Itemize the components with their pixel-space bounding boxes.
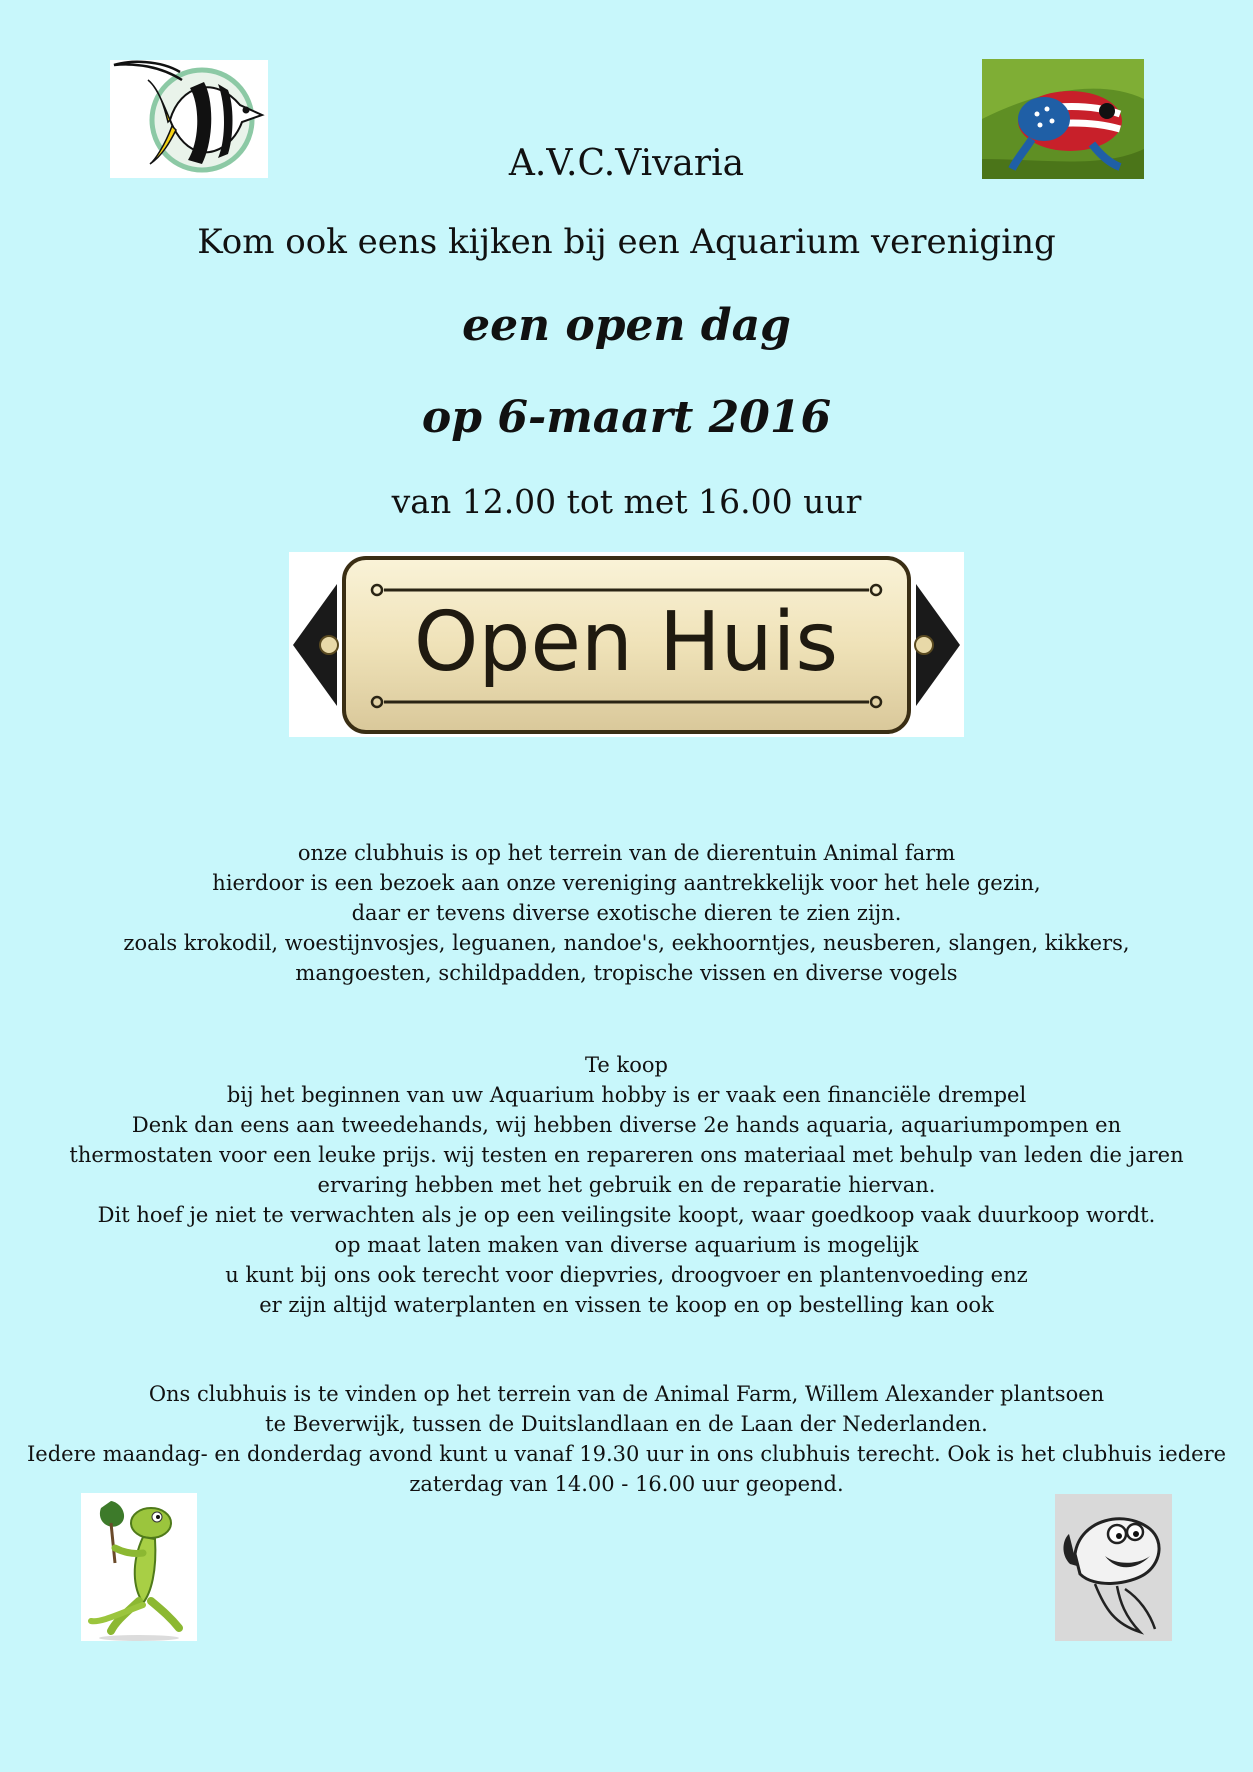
text-line: zaterdag van 14.00 - 16.00 uur geopend. bbox=[409, 1472, 844, 1496]
sale-paragraph bbox=[0, 1050, 1253, 1320]
text-line: onze clubhuis is op het terrein van de dierentuin Animal farm bbox=[297, 841, 956, 865]
text-line: ervaring hebben met het gebruik en de reparatie hiervan. bbox=[317, 1173, 936, 1197]
text-line: Denk dan eens aan tweedehands, wij hebben diverse 2e hands aquaria, aquariumpompen en bbox=[131, 1113, 1122, 1137]
text-line: Iedere maandag- en donderdag avond kunt u vanaf 19.30 uur in ons clubhuis terecht. Ook is het clubhuis iedere bbox=[26, 1442, 1227, 1466]
sign-text: Open Huis bbox=[413, 595, 839, 690]
open-huis-sign bbox=[289, 552, 964, 737]
text-line: Dit hoef je niet te verwachten als je op een veilingsite koopt, waar goedkoop vaak duurkoop wordt. bbox=[97, 1203, 1156, 1227]
text-line: te Beverwijk, tussen de Duitslandlaan en de Laan der Nederlanden. bbox=[265, 1412, 988, 1436]
club-name: A.V.C.Vivaria bbox=[508, 143, 745, 184]
location-paragraph bbox=[0, 1379, 1253, 1499]
gecko-icon bbox=[81, 1493, 197, 1641]
invite-line: Kom ook eens kijken bij een Aquarium vereniging bbox=[197, 222, 1056, 262]
text-line: zoals krokodil, woestijnvosjes, leguanen, nandoe's, eekhoorntjes, neusberen, slangen, kikkers, bbox=[123, 931, 1130, 955]
text-line: daar er tevens diverse exotische dieren te zien zijn. bbox=[351, 901, 902, 925]
text-line: hierdoor is een bezoek aan onze vereniging aantrekkelijk voor het hele gezin, bbox=[212, 871, 1041, 895]
event-title: een open dag bbox=[462, 300, 791, 351]
text-line: bij het beginnen van uw Aquarium hobby is er vaak een financiële drempel bbox=[226, 1083, 1027, 1107]
sale-heading: Te koop bbox=[585, 1053, 668, 1077]
text-line: er zijn altijd waterplanten en vissen te koop en op bestelling kan ook bbox=[259, 1293, 994, 1317]
text-line: u kunt bij ons ook terecht voor diepvries, droogvoer en plantenvoeding enz bbox=[225, 1263, 1028, 1287]
event-time: van 12.00 tot met 16.00 uur bbox=[391, 482, 862, 521]
event-date: op 6-maart 2016 bbox=[421, 392, 832, 443]
text-line: op maat laten maken van diverse aquarium is mogelijk bbox=[334, 1233, 919, 1257]
text-line: mangoesten, schildpadden, tropische vissen en diverse vogels bbox=[295, 961, 958, 985]
clubhouse-paragraph bbox=[0, 838, 1253, 988]
text-line: thermostaten voor een leuke prijs. wij testen en repareren ons materiaal met behulp van leden die jaren bbox=[69, 1143, 1184, 1167]
cartoon-fish-icon bbox=[1055, 1494, 1172, 1641]
text-line: Ons clubhuis is te vinden op het terrein van de Animal Farm, Willem Alexander plantsoen bbox=[148, 1382, 1105, 1406]
